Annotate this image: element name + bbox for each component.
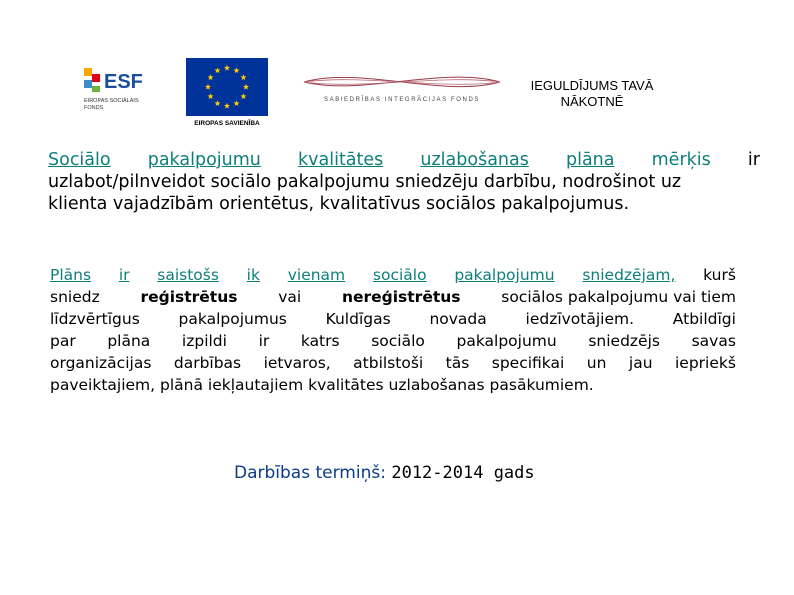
- p1-word: mērķis: [651, 150, 711, 170]
- p2-word: plāna: [107, 332, 151, 350]
- p2-word: pakalpojumu: [456, 332, 557, 350]
- term-value: 2012-2014 gads: [391, 463, 535, 483]
- p2-word: ik: [246, 266, 260, 284]
- plan-paragraph: [50, 264, 736, 396]
- p2-word-bold: nereģistrētus: [341, 288, 461, 306]
- p2-word: ir: [118, 266, 130, 284]
- p2-word: vienam: [287, 266, 346, 284]
- esf-logo: [80, 60, 154, 120]
- p2-word: par: [50, 332, 76, 350]
- eu-flag-logo: [186, 58, 268, 128]
- p2-word: savas: [691, 332, 736, 350]
- p2-word: ietvaros,: [263, 354, 331, 372]
- svg-text:FONDS: FONDS: [84, 105, 104, 111]
- p2-word: sniedz: [50, 288, 100, 306]
- p2-word: sniedzējs: [588, 332, 660, 350]
- p1-line-2: uzlabot/pilnveidot sociālo pakalpojumu sniedzēju darbību, nodrošinot uz: [48, 172, 682, 192]
- p2-word: vai: [278, 288, 302, 306]
- p2-word: kurš: [703, 266, 736, 284]
- p2-word: iedzīvotājiem.: [525, 310, 635, 328]
- p2-word: līdzvērtīgus: [50, 310, 140, 328]
- p2-line-5: [50, 352, 736, 374]
- p1-line-3: klienta vajadzībām orientētus, kvalitatīvus sociālos pakalpojumus.: [48, 194, 630, 214]
- p1-word: Sociālo: [48, 150, 111, 170]
- p2-word: pakalpojumus: [178, 310, 287, 328]
- p1-word: kvalitātes: [298, 150, 384, 170]
- p2-line-6: paveiktajiem, plānā iekļautajiem kvalitātes uzlabošanas pasākumiem.: [50, 376, 594, 394]
- p1-word: plāna: [565, 150, 615, 170]
- svg-text:EIROPAS SOCIĀLAIS: EIROPAS SOCIĀLAIS: [84, 98, 139, 104]
- p2-word: specifikai: [491, 354, 565, 372]
- p2-word: ir: [258, 332, 270, 350]
- motto-line-2: NĀKOTNĒ: [560, 94, 624, 109]
- sif-logo: [302, 70, 502, 106]
- term-label: Darbības termiņš:: [234, 463, 386, 483]
- svg-text:EIROPAS SAVIENĪBA: EIROPAS SAVIENĪBA: [194, 120, 260, 127]
- p2-word-bold: reģistrētus: [140, 288, 238, 306]
- p2-word: jau: [628, 354, 653, 372]
- p2-word: sociālos pakalpojumu vai tiem: [501, 288, 736, 306]
- motto-line-1: IEGULDĪJUMS TAVĀ: [530, 78, 654, 93]
- p2-word: Plāns: [50, 266, 92, 284]
- p2-word: tās: [445, 354, 470, 372]
- svg-text:SABIEDRĪBAS INTEGRĀCIJAS FONDS: SABIEDRĪBAS INTEGRĀCIJAS FONDS: [323, 97, 481, 103]
- p2-word: saistošs: [157, 266, 219, 284]
- p2-line-3: [50, 308, 736, 330]
- p2-word: sociālo: [371, 332, 425, 350]
- p2-word: pakalpojumu: [454, 266, 555, 284]
- p2-word: atbilstoši: [353, 354, 424, 372]
- motto-text: [512, 78, 672, 110]
- p2-word: darbības: [173, 354, 242, 372]
- p1-word: ir: [747, 150, 760, 170]
- p2-word: novada: [429, 310, 487, 328]
- p2-word: Kuldīgas: [325, 310, 391, 328]
- p2-word: katrs: [300, 332, 340, 350]
- p2-word: organizācijas: [50, 354, 152, 372]
- term-line: [234, 463, 535, 483]
- p1-word: uzlabošanas: [420, 150, 529, 170]
- p2-word: sociālo: [372, 266, 427, 284]
- p2-word: un: [586, 354, 607, 372]
- svg-text:ESF: ESF: [104, 71, 143, 93]
- p2-word: Atbildīgi: [672, 310, 736, 328]
- p2-line-4: [50, 330, 736, 352]
- p1-word: pakalpojumu: [147, 150, 261, 170]
- p2-word: sniedzējam,: [582, 266, 676, 284]
- purpose-paragraph: [48, 149, 760, 215]
- p2-line-1: [50, 264, 736, 286]
- p2-word: izpildi: [181, 332, 227, 350]
- p2-line-2: [50, 286, 736, 308]
- p2-word: iepriekš: [674, 354, 736, 372]
